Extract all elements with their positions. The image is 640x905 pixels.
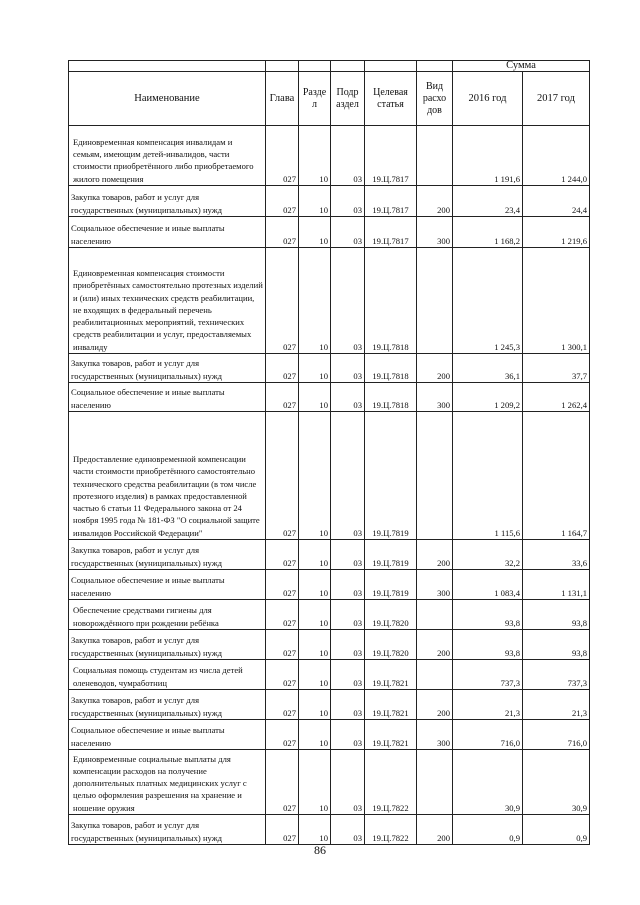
row-subsection: 03: [331, 540, 365, 570]
row-section: 10: [299, 660, 331, 690]
row-subsection: 03: [331, 383, 365, 412]
row-amount-2017: 1 244,0: [523, 126, 590, 186]
row-expense-type: [417, 412, 453, 540]
row-amount-2017: 0,9: [523, 815, 590, 845]
header-blank: [266, 61, 299, 72]
row-chapter: 027: [266, 690, 299, 720]
row-expense-type: 300: [417, 217, 453, 248]
row-amount-2017: 93,8: [523, 630, 590, 660]
row-target-article: 19.Ц.7819: [365, 412, 417, 540]
row-section: 10: [299, 126, 331, 186]
header-blank: [417, 61, 453, 72]
row-amount-2017: 93,8: [523, 600, 590, 630]
row-expense-type: 200: [417, 354, 453, 383]
row-subsection: 03: [331, 126, 365, 186]
row-subsection: 03: [331, 248, 365, 354]
header-blank: [331, 61, 365, 72]
budget-table: [68, 60, 590, 845]
row-subsection: 03: [331, 630, 365, 660]
row-name: Единовременная компенсация стоимости приобретённых самостоятельно протезных изделий и (или) иных технических средств реабилитации, не входящих в федеральный перечень реабилитационных мероприятий, технических средств реабилитации и услуг, предоставляемых инвалиду: [69, 248, 266, 354]
page-number: 86: [314, 843, 326, 857]
row-target-article: 19.Ц.7822: [365, 750, 417, 815]
row-amount-2016: 1 209,2: [453, 383, 523, 412]
row-chapter: 027: [266, 570, 299, 600]
row-chapter: 027: [266, 750, 299, 815]
row-target-article: 19.Ц.7820: [365, 600, 417, 630]
row-chapter: 027: [266, 600, 299, 630]
row-name: Закупка товаров, работ и услуг для государственных (муниципальных) нужд: [69, 815, 266, 845]
row-target-article: 19.Ц.7819: [365, 540, 417, 570]
row-name: Социальное обеспечение и иные выплаты населению: [69, 570, 266, 600]
row-section: 10: [299, 383, 331, 412]
row-section: 10: [299, 815, 331, 845]
row-section: 10: [299, 600, 331, 630]
row-subsection: 03: [331, 720, 365, 750]
row-chapter: 027: [266, 540, 299, 570]
row-amount-2017: 737,3: [523, 660, 590, 690]
row-target-article: 19.Ц.7817: [365, 126, 417, 186]
row-section: 10: [299, 217, 331, 248]
row-amount-2016: 93,8: [453, 600, 523, 630]
row-expense-type: [417, 660, 453, 690]
row-amount-2016: 32,2: [453, 540, 523, 570]
row-section: 10: [299, 540, 331, 570]
row-chapter: 027: [266, 248, 299, 354]
row-section: 10: [299, 354, 331, 383]
row-amount-2017: 30,9: [523, 750, 590, 815]
row-amount-2017: 33,6: [523, 540, 590, 570]
row-subsection: 03: [331, 186, 365, 217]
header-subsection: Подр аздел: [331, 72, 365, 126]
row-chapter: 027: [266, 630, 299, 660]
row-amount-2016: 716,0: [453, 720, 523, 750]
row-name: Закупка товаров, работ и услуг для государственных (муниципальных) нужд: [69, 630, 266, 660]
row-amount-2016: 1 168,2: [453, 217, 523, 248]
row-amount-2017: 1 219,6: [523, 217, 590, 248]
row-amount-2016: 23,4: [453, 186, 523, 217]
header-blank: [365, 61, 417, 72]
row-name: Закупка товаров, работ и услуг для государственных (муниципальных) нужд: [69, 540, 266, 570]
row-chapter: 027: [266, 186, 299, 217]
row-section: 10: [299, 690, 331, 720]
row-chapter: 027: [266, 126, 299, 186]
row-target-article: 19.Ц.7818: [365, 354, 417, 383]
table-row: [69, 186, 590, 217]
row-name: Единовременная компенсация инвалидам и семьям, имеющим детей-инвалидов, части стоимости приобретённого либо приобретаемого жилого помещения: [69, 126, 266, 186]
header-section: Разде л: [299, 72, 331, 126]
row-amount-2016: 0,9: [453, 815, 523, 845]
header-2016: 2016 год: [453, 72, 523, 126]
table-row: [69, 815, 590, 845]
row-expense-type: [417, 600, 453, 630]
header-name: Наименование: [69, 72, 266, 126]
row-target-article: 19.Ц.7821: [365, 690, 417, 720]
row-expense-type: [417, 126, 453, 186]
row-name: Социальная помощь студентам из числа детей оленеводов, чумработниц: [69, 660, 266, 690]
header-sum: Сумма: [453, 61, 590, 72]
table-row: [69, 540, 590, 570]
row-target-article: 19.Ц.7822: [365, 815, 417, 845]
row-target-article: 19.Ц.7817: [365, 217, 417, 248]
row-amount-2016: 30,9: [453, 750, 523, 815]
row-amount-2016: 21,3: [453, 690, 523, 720]
row-expense-type: 200: [417, 815, 453, 845]
row-amount-2017: 21,3: [523, 690, 590, 720]
row-target-article: 19.Ц.7819: [365, 570, 417, 600]
row-expense-type: 200: [417, 540, 453, 570]
row-section: 10: [299, 570, 331, 600]
row-section: 10: [299, 720, 331, 750]
table-row: [69, 354, 590, 383]
row-amount-2016: 1 115,6: [453, 412, 523, 540]
row-amount-2017: 1 300,1: [523, 248, 590, 354]
row-amount-2017: 1 131,1: [523, 570, 590, 600]
row-amount-2016: 1 083,4: [453, 570, 523, 600]
row-name: Социальное обеспечение и иные выплаты населению: [69, 720, 266, 750]
table-row: [69, 412, 590, 540]
table-row: [69, 248, 590, 354]
header-expense-type: Вид расхо дов: [417, 72, 453, 126]
row-subsection: 03: [331, 412, 365, 540]
row-name: Закупка товаров, работ и услуг для государственных (муниципальных) нужд: [69, 690, 266, 720]
row-expense-type: 300: [417, 720, 453, 750]
row-name: Единовременные социальные выплаты для компенсации расходов на получение дополнительных платных медицинских услуг с целью оформления разрешения на хранение и ношение оружия: [69, 750, 266, 815]
row-chapter: 027: [266, 383, 299, 412]
row-section: 10: [299, 186, 331, 217]
row-expense-type: [417, 248, 453, 354]
table-row: [69, 690, 590, 720]
header-2017: 2017 год: [523, 72, 590, 126]
header-chapter: Глава: [266, 72, 299, 126]
row-chapter: 027: [266, 720, 299, 750]
table-row: [69, 630, 590, 660]
row-name: Закупка товаров, работ и услуг для государственных (муниципальных) нужд: [69, 354, 266, 383]
row-subsection: 03: [331, 570, 365, 600]
row-chapter: 027: [266, 815, 299, 845]
header-target-article: Целевая статья: [365, 72, 417, 126]
row-subsection: 03: [331, 217, 365, 248]
row-section: 10: [299, 750, 331, 815]
row-amount-2016: 1 245,3: [453, 248, 523, 354]
header-blank: [69, 61, 266, 72]
row-chapter: 027: [266, 217, 299, 248]
table-row: [69, 720, 590, 750]
row-subsection: 03: [331, 815, 365, 845]
row-target-article: 19.Ц.7821: [365, 660, 417, 690]
row-amount-2016: 737,3: [453, 660, 523, 690]
row-name: Обеспечение средствами гигиены для новорождённого при рождении ребёнка: [69, 600, 266, 630]
row-section: 10: [299, 412, 331, 540]
row-amount-2017: 37,7: [523, 354, 590, 383]
row-target-article: 19.Ц.7818: [365, 383, 417, 412]
row-expense-type: 200: [417, 630, 453, 660]
row-chapter: 027: [266, 354, 299, 383]
row-amount-2017: 716,0: [523, 720, 590, 750]
table-row: [69, 126, 590, 186]
row-subsection: 03: [331, 600, 365, 630]
row-amount-2017: 1 164,7: [523, 412, 590, 540]
row-expense-type: 300: [417, 383, 453, 412]
table-row: [69, 383, 590, 412]
table-row: [69, 570, 590, 600]
row-amount-2016: 36,1: [453, 354, 523, 383]
table-row: [69, 600, 590, 630]
row-target-article: 19.Ц.7821: [365, 720, 417, 750]
header-blank: [299, 61, 331, 72]
table-row: [69, 217, 590, 248]
row-name: Закупка товаров, работ и услуг для государственных (муниципальных) нужд: [69, 186, 266, 217]
table-row: [69, 750, 590, 815]
row-subsection: 03: [331, 354, 365, 383]
row-subsection: 03: [331, 690, 365, 720]
table-row: [69, 660, 590, 690]
row-amount-2017: 24,4: [523, 186, 590, 217]
row-expense-type: 200: [417, 186, 453, 217]
row-name: Предоставление единовременной компенсации части стоимости приобретённого самостоятельно технического средства реабилитации (в том числе протезного изделия) в рамках предоставленной частью 6 статьи 11 Федерального закона от 24 ноября 1995 года № 181-ФЗ "О социальной защите инвалидов Российской Федерации": [69, 412, 266, 540]
row-amount-2016: 1 191,6: [453, 126, 523, 186]
row-name: Социальное обеспечение и иные выплаты населению: [69, 383, 266, 412]
row-name: Социальное обеспечение и иные выплаты населению: [69, 217, 266, 248]
row-target-article: 19.Ц.7817: [365, 186, 417, 217]
row-amount-2016: 93,8: [453, 630, 523, 660]
row-expense-type: [417, 750, 453, 815]
row-expense-type: 300: [417, 570, 453, 600]
row-expense-type: 200: [417, 690, 453, 720]
row-target-article: 19.Ц.7818: [365, 248, 417, 354]
row-amount-2017: 1 262,4: [523, 383, 590, 412]
row-chapter: 027: [266, 660, 299, 690]
row-section: 10: [299, 630, 331, 660]
row-chapter: 027: [266, 412, 299, 540]
row-subsection: 03: [331, 750, 365, 815]
row-subsection: 03: [331, 660, 365, 690]
row-section: 10: [299, 248, 331, 354]
row-target-article: 19.Ц.7820: [365, 630, 417, 660]
